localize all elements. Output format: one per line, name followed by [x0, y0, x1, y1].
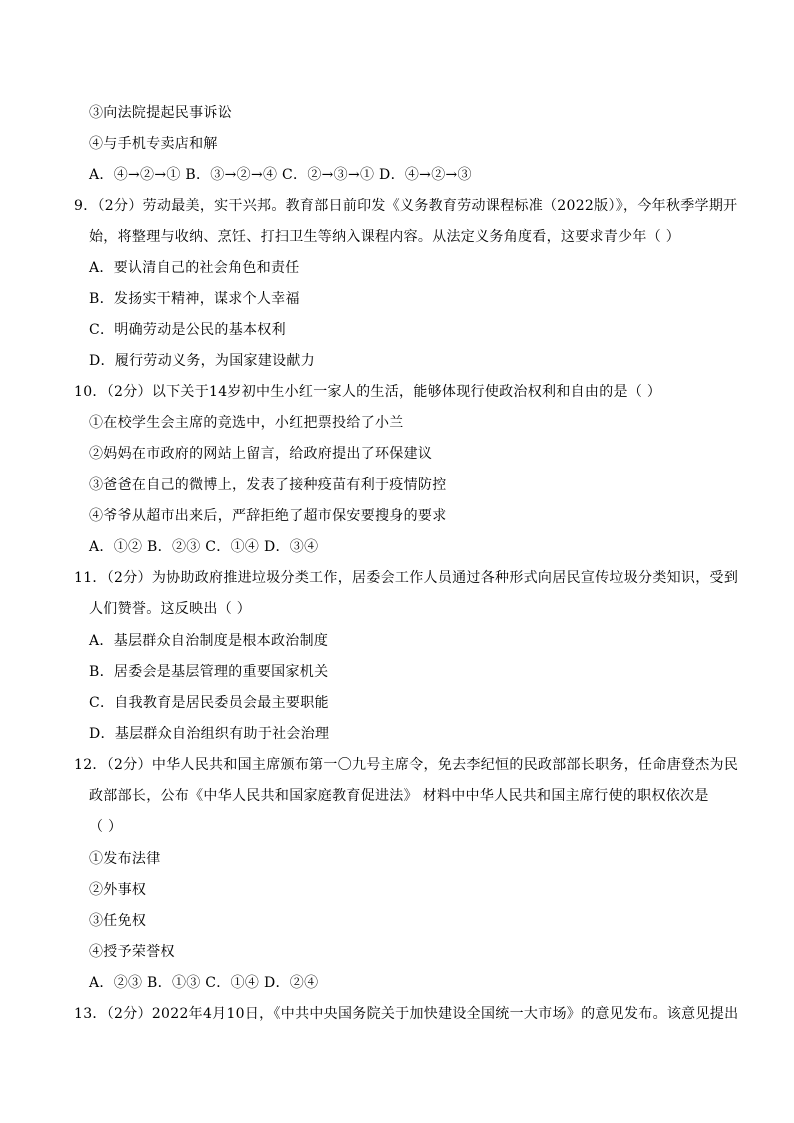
q12-option-2: ②外事权 — [89, 882, 147, 898]
q12-option-4: ④授予荣誉权 — [89, 944, 175, 960]
q11-stem-line1: 11．（2分）为协助政府推进垃圾分类工作，居委会工作人员通过各种形式向居民宣传垃圾分类知识，受到 — [74, 570, 739, 586]
q12-stem-line3: （ ） — [89, 819, 123, 835]
q10-option-4: ④爷爷从超市出来后，严辞拒绝了超市保安要搜身的要求 — [89, 508, 447, 524]
q10-answers: A．①② B．②③ C．①④ D．③④ — [89, 539, 319, 555]
q9-stem-line1: 9．（2分）劳动最美，实干兴邦。教育部日前印发《义务教育劳动课程标准（2022版）》，今年秋季学期开 — [74, 198, 738, 214]
q11-answer-d: D．基层群众自治组织有助于社会治理 — [89, 726, 330, 742]
q11-answer-b: B．居委会是基层管理的重要国家机关 — [89, 664, 329, 680]
q10-option-1: ①在校学生会主席的竞选中，小红把票投给了小兰 — [89, 415, 404, 431]
q11-stem-line2: 人们赞誉。这反映出（ ） — [89, 601, 252, 617]
q12-stem-line2: 政部部长，公布《中华人民共和国家庭教育促进法》 材料中中华人民共和国主席行使的职权依次是 — [89, 788, 709, 804]
q12-option-1: ①发布法律 — [89, 851, 161, 867]
q12-option-3: ③任免权 — [89, 913, 147, 929]
q13-stem-line1: 13．（2分）2022年4月10日，《中共中央国务院关于加快建设全国统一大市场》的意见发布。该意见提出 — [74, 1006, 739, 1022]
q9-stem-line2: 始，将整理与收纳、烹饪、打扫卫生等纳入课程内容。从法定义务角度看，这要求青少年（ ） — [89, 229, 681, 245]
q8-answers: A．④→②→① B．③→②→④ C．②→③→① D．④→②→③ — [89, 167, 472, 183]
q11-answer-a: A．基层群众自治制度是根本政治制度 — [89, 633, 329, 649]
q12-answers: A．②③ B．①③ C．①④ D．②④ — [89, 975, 319, 991]
q9-answer-d: D．履行劳动义务，为国家建设献力 — [89, 353, 316, 369]
q10-option-2: ②妈妈在市政府的网站上留言，给政府提出了环保建议 — [89, 446, 433, 462]
q10-option-3: ③爸爸在自己的微博上，发表了接种疫苗有利于疫情防控 — [89, 477, 447, 493]
q9-answer-a: A．要认清自己的社会角色和责任 — [89, 260, 300, 276]
q12-stem-line1: 12．（2分）中华人民共和国主席颁布第一〇九号主席令，免去李纪恒的民政部部长职务，任命唐登杰为民 — [74, 757, 739, 773]
q11-answer-c: C．自我教育是居民委员会最主要职能 — [89, 695, 329, 711]
q9-answer-b: B．发扬实干精神，谋求个人幸福 — [89, 291, 300, 307]
q8-option-4: ④与手机专卖店和解 — [89, 136, 218, 152]
q8-option-3: ③向法院提起民事诉讼 — [89, 105, 232, 121]
q10-stem-line1: 10．（2分）以下关于14岁初中生小红一家人的生活，能够体现行使政治权利和自由的是（ ） — [74, 384, 662, 400]
q9-answer-c: C．明确劳动是公民的基本权利 — [89, 322, 286, 338]
